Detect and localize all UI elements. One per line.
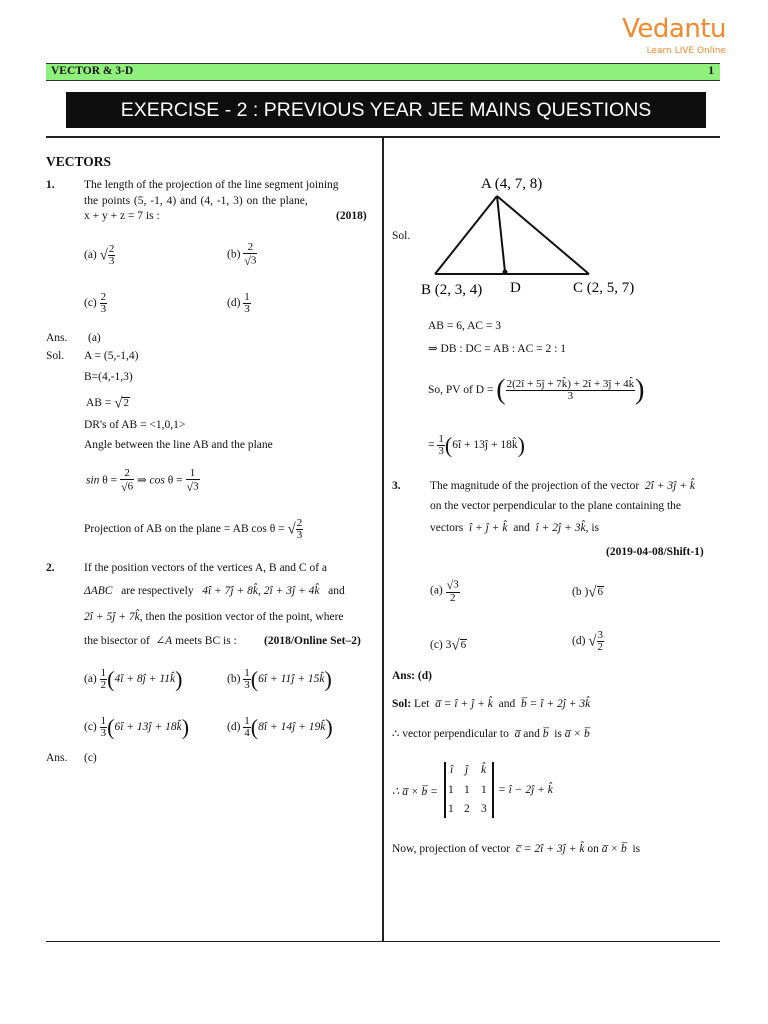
q2-answer-label: Ans. <box>46 752 68 764</box>
q1-number: 1. <box>46 179 55 191</box>
q2-option-d-label: (d) <box>227 721 241 734</box>
q3-line2: on the vector perpendicular to the plane containing the <box>430 500 681 512</box>
q3-sol-now: Now, projection of vector c̅ = 2î + 3ĵ + k̂ on a̅ × b̅ is <box>392 843 641 855</box>
q3-sol-now-is: is <box>632 843 641 855</box>
q2-option-b-label: (b) <box>227 673 241 686</box>
q1-sol-angle: Angle between the line AB and the plane <box>84 439 273 451</box>
exercise-banner <box>66 92 706 128</box>
q1-answer: (a) <box>88 332 101 344</box>
q1-option-d-value: $\frac{1}{3}$ <box>244 291 250 315</box>
q3-sol-label: Sol: <box>392 698 412 710</box>
q3-sol-let: Sol: Let a̅ = î + ĵ + k̂ and b̅ = î + 2ĵ + 3k̂ <box>392 698 591 710</box>
angle-bisector-ad <box>497 196 505 272</box>
q3-sol-now-text: Now, projection of vector <box>392 843 511 855</box>
q2-option-c: (c) $\frac{1}{3}$ (6î + 13ĵ + 18k̂) <box>84 714 190 740</box>
q1-sol-projection-value: AB cos θ = √ $\frac{2}{3}$ <box>232 517 303 541</box>
q2-line4-text: the bisector of <box>84 635 150 647</box>
q1-sol-ab-label: AB = <box>86 397 112 409</box>
logo-tagline: Learn LIVE Online <box>646 46 726 56</box>
q1-sol-point-a: A = (5,-1,4) <box>84 350 139 362</box>
q3-sol-perp-is: is <box>554 728 562 740</box>
q3-sol-perp-text: ∴ vector perpendicular to <box>392 728 509 740</box>
q3-option-b: (b )√6 <box>572 584 604 601</box>
q2-option-a-label: (a) <box>84 673 97 686</box>
point-d <box>503 270 508 275</box>
q3-sol-and: and <box>498 698 516 710</box>
q1-option-d <box>227 292 251 315</box>
q2-option-a: (a) $\frac{1}{2}$ (4î + 8ĵ + 11k̂) <box>84 666 183 692</box>
q1-sol-dr: DR's of AB = <1,0,1> <box>84 419 186 431</box>
q3-answer: Ans: (d) <box>392 670 432 682</box>
vedantu-logo <box>622 6 732 58</box>
q3-line3: vectors î + ĵ + k̂ and î + 2ĵ + 3k̂, is <box>430 522 600 534</box>
q2-option-c-label: (c) <box>84 721 97 734</box>
sol2-label: Sol. <box>392 230 411 242</box>
q1-option-a-value: √ $\frac{2}{3}$ <box>99 243 115 267</box>
label-a: A (4, 7, 8) <box>481 176 543 192</box>
q1-option-b-value: $\frac{2}{√3}$ <box>244 241 257 268</box>
q2-option-d: (d) $\frac{1}{4}$ (8î + 14ĵ + 19k̂) <box>227 714 333 740</box>
triangle-side-ab <box>435 196 497 274</box>
q1-sol-point-b: B=(4,-1,3) <box>84 371 133 383</box>
q2-line1: If the position vectors of the vertices A, B and C of a <box>84 562 328 574</box>
q1-option-a <box>84 244 115 267</box>
q1-option-b <box>227 242 257 268</box>
sol2-line-pv: So, PV of D = ( $\frac{2(2î + 5ĵ + 7k̂) + 2î + 3ĵ + 4k̂}{3}$ ) <box>428 374 645 406</box>
sol2-line-result: = $\frac{1}{3}$ (6î + 13ĵ + 18k̂) <box>428 432 525 458</box>
triangle-diagram <box>415 168 665 303</box>
footer-rule <box>46 941 720 942</box>
q1-option-d-label: (d) <box>227 297 241 310</box>
q2-line4: the bisector of ∠A meets BC is : <box>84 635 237 647</box>
label-d: D <box>510 280 521 296</box>
q1-option-c-value: $\frac{2}{3}$ <box>100 291 107 315</box>
q3-option-c: (c) 3√6 <box>430 637 467 654</box>
q3-option-b-label: (b ) <box>572 586 589 598</box>
q1-line2: the points (5, -1, 4) and (4, -1, 3) on the plane, <box>84 195 308 207</box>
q3-option-d-label: (d) <box>572 635 586 648</box>
q1-sol-projection <box>84 518 303 541</box>
q1-option-a-label: (a) <box>84 249 97 262</box>
q2-number: 2. <box>46 562 55 574</box>
sol2-line-ratio: ⇒ DB : DC = AB : AC = 2 : 1 <box>428 343 566 355</box>
triangle-side-ac <box>497 196 589 274</box>
q2-line3-text: , then the position vector of the point, where <box>139 611 344 623</box>
q3-year: (2019-04-08/Shift-1) <box>606 546 704 558</box>
q3-number: 3. <box>392 480 401 492</box>
q3-sol-let-text: Let <box>414 698 430 710</box>
q1-sol-ab <box>86 396 130 410</box>
q3-line3-is: , is <box>585 522 600 534</box>
q2-line2-and: and <box>328 585 345 597</box>
q3-line1-text: The magnitude of the projection of the vector <box>430 480 640 492</box>
chapter-title: VECTOR & 3-D <box>51 65 134 77</box>
label-c: C (2, 5, 7) <box>573 280 635 296</box>
q2-line2-text: are respectively <box>121 585 194 597</box>
q2-line3: 2î + 5ĵ + 7k̂, then the position vector of the point, where <box>84 611 344 623</box>
q3-option-a-label: (a) <box>430 584 443 597</box>
q2-answer: (c) <box>84 752 97 764</box>
page-number: 1 <box>708 65 714 77</box>
q2-option-b: (b) $\frac{1}{3}$ (6î + 11ĵ + 15k̂) <box>227 666 332 692</box>
banner-title: EXERCISE - 2 : PREVIOUS YEAR JEE MAINS QUESTIONS <box>120 99 652 121</box>
section-heading: VECTORS <box>46 154 112 169</box>
label-b: B (2, 3, 4) <box>421 282 483 298</box>
q3-sol-perp-and: and <box>523 728 540 740</box>
column-divider <box>382 138 384 941</box>
q2-year: (2018/Online Set–2) <box>264 635 361 647</box>
chapter-bar <box>46 63 720 81</box>
q1-option-c-label: (c) <box>84 297 97 310</box>
q1-option-c <box>84 292 107 315</box>
q1-sol-sin-cos: sin θ = $\frac{2}{√6}$ ⇒ cos θ = $\frac{1}{√3}$ <box>86 467 199 494</box>
logo-name: Vedantu <box>622 14 726 44</box>
q1-answer-label: Ans. <box>46 332 68 344</box>
q1-year: (2018) <box>336 210 367 222</box>
q3-option-d: (d) √ $\frac{3}{2}$ <box>572 629 604 653</box>
q3-sol-now-on: on <box>587 843 599 855</box>
q1-solution-label: Sol. <box>46 350 65 362</box>
q3-option-c-label: (c) <box>430 639 443 651</box>
q1-line1: The length of the projection of the line segment joining <box>84 179 339 191</box>
q1-sol-ab-value: √2 <box>114 395 129 412</box>
q1-option-b-label: (b) <box>227 248 241 261</box>
q3-line3-vectors: vectors <box>430 522 464 534</box>
q2-line4-meets: meets BC is : <box>175 635 237 647</box>
q3-option-a: (a) $\frac{√3}{2}$ <box>430 578 459 604</box>
q1-sol-projection-label: Projection of AB on the plane = <box>84 523 231 536</box>
q3-sol-perp: ∴ vector perpendicular to a̅ and b̅ is a̅ × b̅ <box>392 728 590 740</box>
q1-line3: x + y + z = 7 is : <box>84 210 160 222</box>
sol2-line-ab-ac: AB = 6, AC = 3 <box>428 320 502 332</box>
sol2-pv-label: So, PV of D = <box>428 384 494 397</box>
q3-line1: The magnitude of the projection of the vector 2î + 3ĵ + k̂ <box>430 480 695 492</box>
q3-line3-and: and <box>513 522 530 534</box>
q2-line2: ΔABC are respectively 4î + 7ĵ + 8k̂, 2î + 3ĵ + 4k̂ and <box>84 585 345 597</box>
